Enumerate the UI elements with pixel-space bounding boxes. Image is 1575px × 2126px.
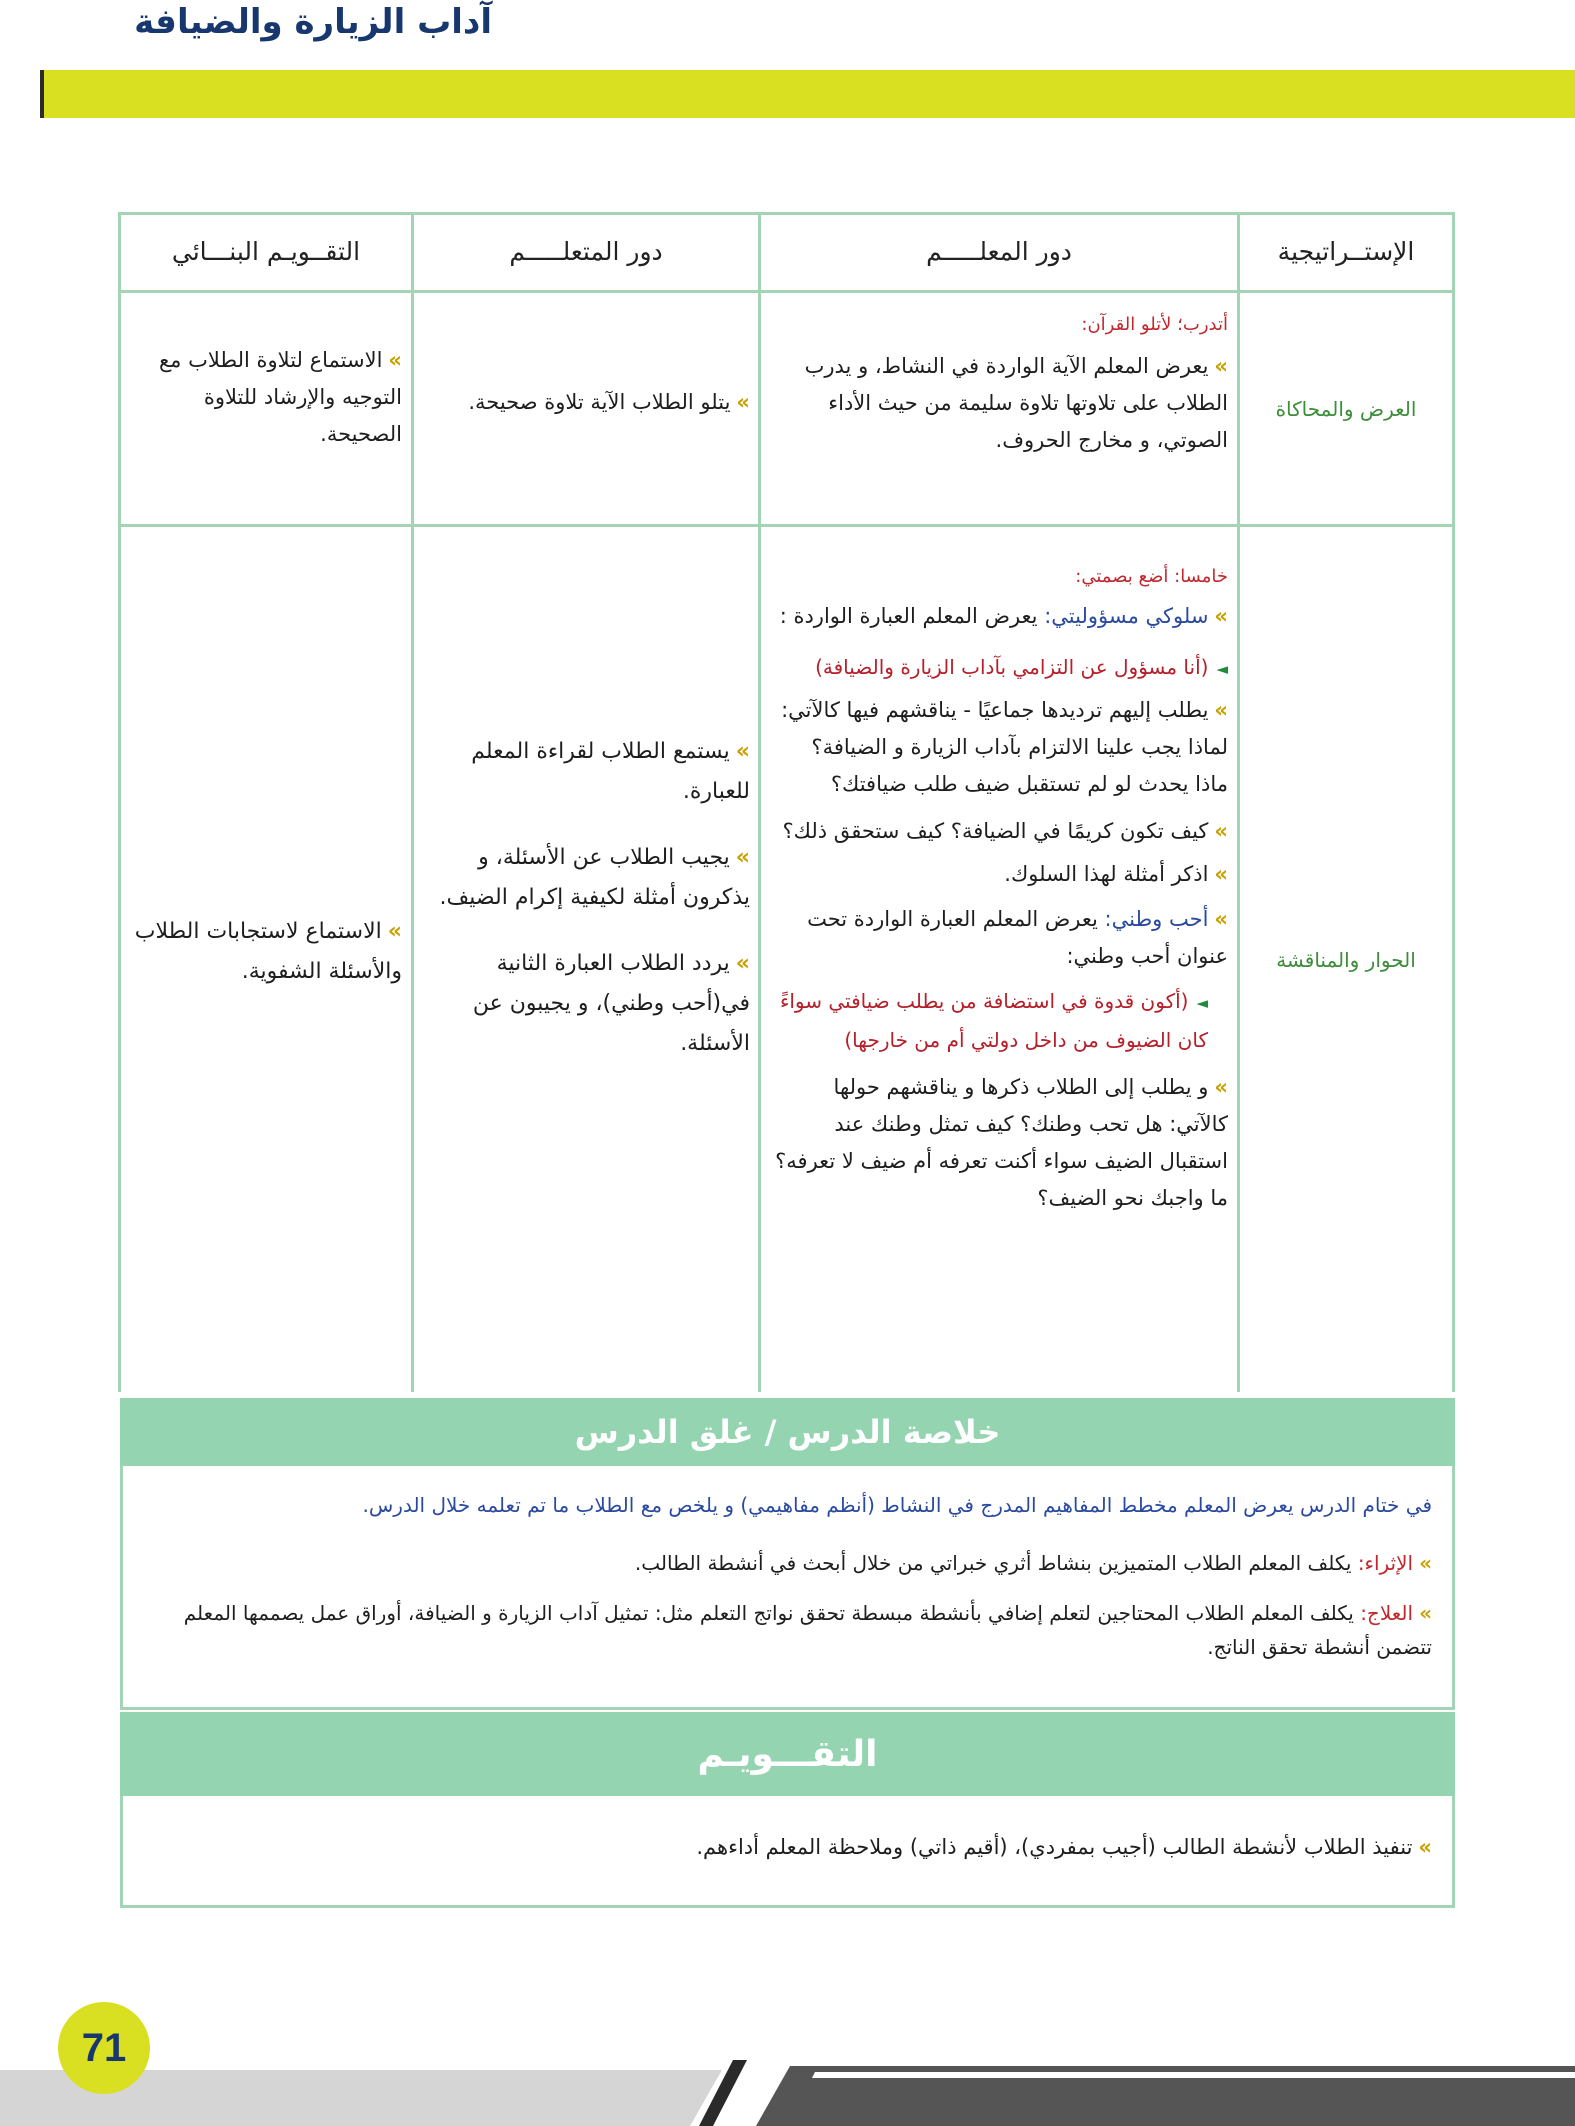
remediation-text: يكلف المعلم الطلاب المحتاجين لتعلم إضافي بأنشطة مبسطة تحقق نواتج التعلم مثل: تمثيل آداب الزيارة و الضيافة، أوراق عمل يصممها المعلم تتضمن أنشطة تحقق الناتج.	[183, 1601, 1432, 1659]
bullet-icon: »	[736, 390, 750, 414]
bullet-icon: »	[1214, 354, 1228, 378]
evaluation-box	[120, 1796, 1455, 1908]
row2-label-homeland: أحب وطني:	[1104, 907, 1209, 931]
column-header-learner-role: دور المتعلـــــم	[509, 236, 663, 266]
bullet-icon: »	[388, 348, 402, 372]
row2-learner-cell	[424, 732, 750, 1064]
bullet-icon: »	[1214, 907, 1228, 931]
bullet-icon: »	[735, 739, 750, 764]
row1-assessment-text: الاستماع لتلاوة الطلاب مع التوجيه والإرشاد للتلاوة الصحيحة.	[158, 348, 402, 446]
summary-box	[120, 1466, 1455, 1710]
bullet-icon: »	[1214, 698, 1228, 722]
bullet-icon: »	[387, 919, 402, 944]
row2-learner-text-3: يردد الطلاب العبارة الثانية في(أحب وطني)، و يجيبون عن الأسئلة.	[472, 951, 750, 1056]
bullet-icon: »	[1214, 819, 1228, 843]
row1-assessment-cell	[130, 342, 402, 453]
triangle-icon: ◄	[1196, 994, 1208, 1012]
bullet-icon: »	[1419, 1551, 1432, 1575]
lesson-plan-table	[118, 212, 1455, 1392]
column-header-teacher-role: دور المعلـــــم	[926, 236, 1072, 266]
bullet-icon: »	[1214, 1075, 1228, 1099]
bullet-icon: »	[735, 845, 750, 870]
column-header-formative-assessment: التقــويـم البنـــائي	[171, 236, 361, 266]
row1-learner-text: يتلو الطلاب الآية تلاوة صحيحة.	[468, 390, 731, 414]
enrichment-text: يكلف المعلم الطلاب المتميزين بنشاط أثري خبراتي من خلال أبحث في أنشطة الطالب.	[634, 1551, 1352, 1575]
row2-quote-1: (أنا مسؤول عن التزامي بآداب الزيارة والضيافة)	[815, 655, 1209, 679]
row1-learner-cell	[424, 384, 750, 421]
evaluation-item	[142, 1830, 1432, 1864]
row2-teacher-text-5: يعرض المعلم العبارة الواردة تحت عنوان أحب وطني:	[807, 907, 1228, 968]
bullet-icon: »	[1214, 604, 1228, 628]
row2-teacher-text-3: كيف تكون كريمًا في الضيافة؟ كيف ستحقق ذلك؟	[782, 819, 1209, 843]
row2-teacher-heading: خامسا: أضع بصمتي:	[1075, 566, 1228, 587]
row2-label-responsibility: سلوكي مسؤوليتي:	[1044, 604, 1209, 628]
enrichment-label: الإثراء:	[1357, 1551, 1414, 1575]
summary-intro: في ختام الدرس يعرض المعلم مخطط المفاهيم المدرج في النشاط (أنظم مفاهيمي) و يلخص مع الطلاب ما تم تعلمه خلال الدرس.	[362, 1493, 1432, 1517]
row1-teacher-text: يعرض المعلم الآية الواردة في النشاط، و يدرب الطلاب على تلاوتها تلاوة سليمة من حيث الأداء الصوتي، و مخارج الحروف.	[804, 354, 1228, 452]
row2-teacher-text-1: يعرض المعلم العبارة الواردة :	[779, 604, 1038, 628]
bullet-icon: »	[735, 951, 750, 976]
summary-remediation	[132, 1596, 1432, 1664]
row2-quote-2: (أكون قدوة في استضافة من يطلب ضيافتي سواءً كان الضيوف من داخل دولتي أم من خارجها)	[779, 989, 1208, 1052]
bullet-icon: »	[1214, 862, 1228, 886]
row2-teacher-text-6: و يطلب إلى الطلاب ذكرها و يناقشهم حولها كالآتي: هل تحب وطنك؟ كيف تمثل وطنك عند استقبال الضيف سواء أكنت تعرفه أم ضيف لا تعرفه؟ ما واجبك نحو الضيف؟	[775, 1075, 1228, 1210]
row1-teacher-cell	[773, 310, 1228, 459]
strategy-dialogue: الحوار والمناقشة	[1276, 947, 1416, 972]
row2-assessment-text: الاستماع لاستجابات الطلاب والأسئلة الشفوية.	[134, 919, 402, 984]
summary-enrichment	[142, 1546, 1432, 1580]
row2-assessment-cell	[130, 912, 402, 992]
row2-teacher-cell	[773, 562, 1228, 1217]
page-title: آداب الزيارة والضيافة	[134, 2, 492, 42]
row2-learner-text-1: يستمع الطلاب لقراءة المعلم للعبارة.	[471, 739, 750, 804]
footer-stripes	[0, 2060, 1575, 2126]
summary-heading: خلاصة الدرس / غلق الدرس	[120, 1398, 1455, 1466]
evaluation-text: تنفيذ الطلاب لأنشطة الطالب (أجيب بمفردي)، (أقيم ذاتي) وملاحظة المعلم أداءهم.	[696, 1835, 1413, 1859]
row1-teacher-heading: أتدرب؛ لأتلو القرآن:	[1081, 314, 1228, 335]
strategy-presentation: العرض والمحاكاة	[1275, 396, 1417, 421]
header-bar	[40, 70, 1575, 118]
column-header-strategy: الإستــراتيجية	[1277, 236, 1415, 266]
row2-learner-text-2: يجيب الطلاب عن الأسئلة، و يذكرون أمثلة لكيفية إكرام الضيف.	[439, 845, 750, 910]
page-number: 71	[58, 2002, 150, 2094]
remediation-label: العلاج:	[1360, 1601, 1414, 1625]
evaluation-heading: التقـــويـم	[120, 1712, 1455, 1796]
row2-teacher-text-2: يطلب إليهم ترديدها جماعيًا - يناقشهم فيها كالآتي: لماذا يجب علينا الالتزام بآداب الزيارة و الضيافة؟ ماذا يحدث لو لم تستقبل ضيف طلب ضيافتك؟	[781, 698, 1228, 796]
row2-teacher-text-4: اذكر أمثلة لهذا السلوك.	[1004, 862, 1209, 886]
bullet-icon: »	[1418, 1835, 1432, 1859]
triangle-icon: ◄	[1216, 660, 1228, 678]
bullet-icon: »	[1419, 1601, 1432, 1625]
